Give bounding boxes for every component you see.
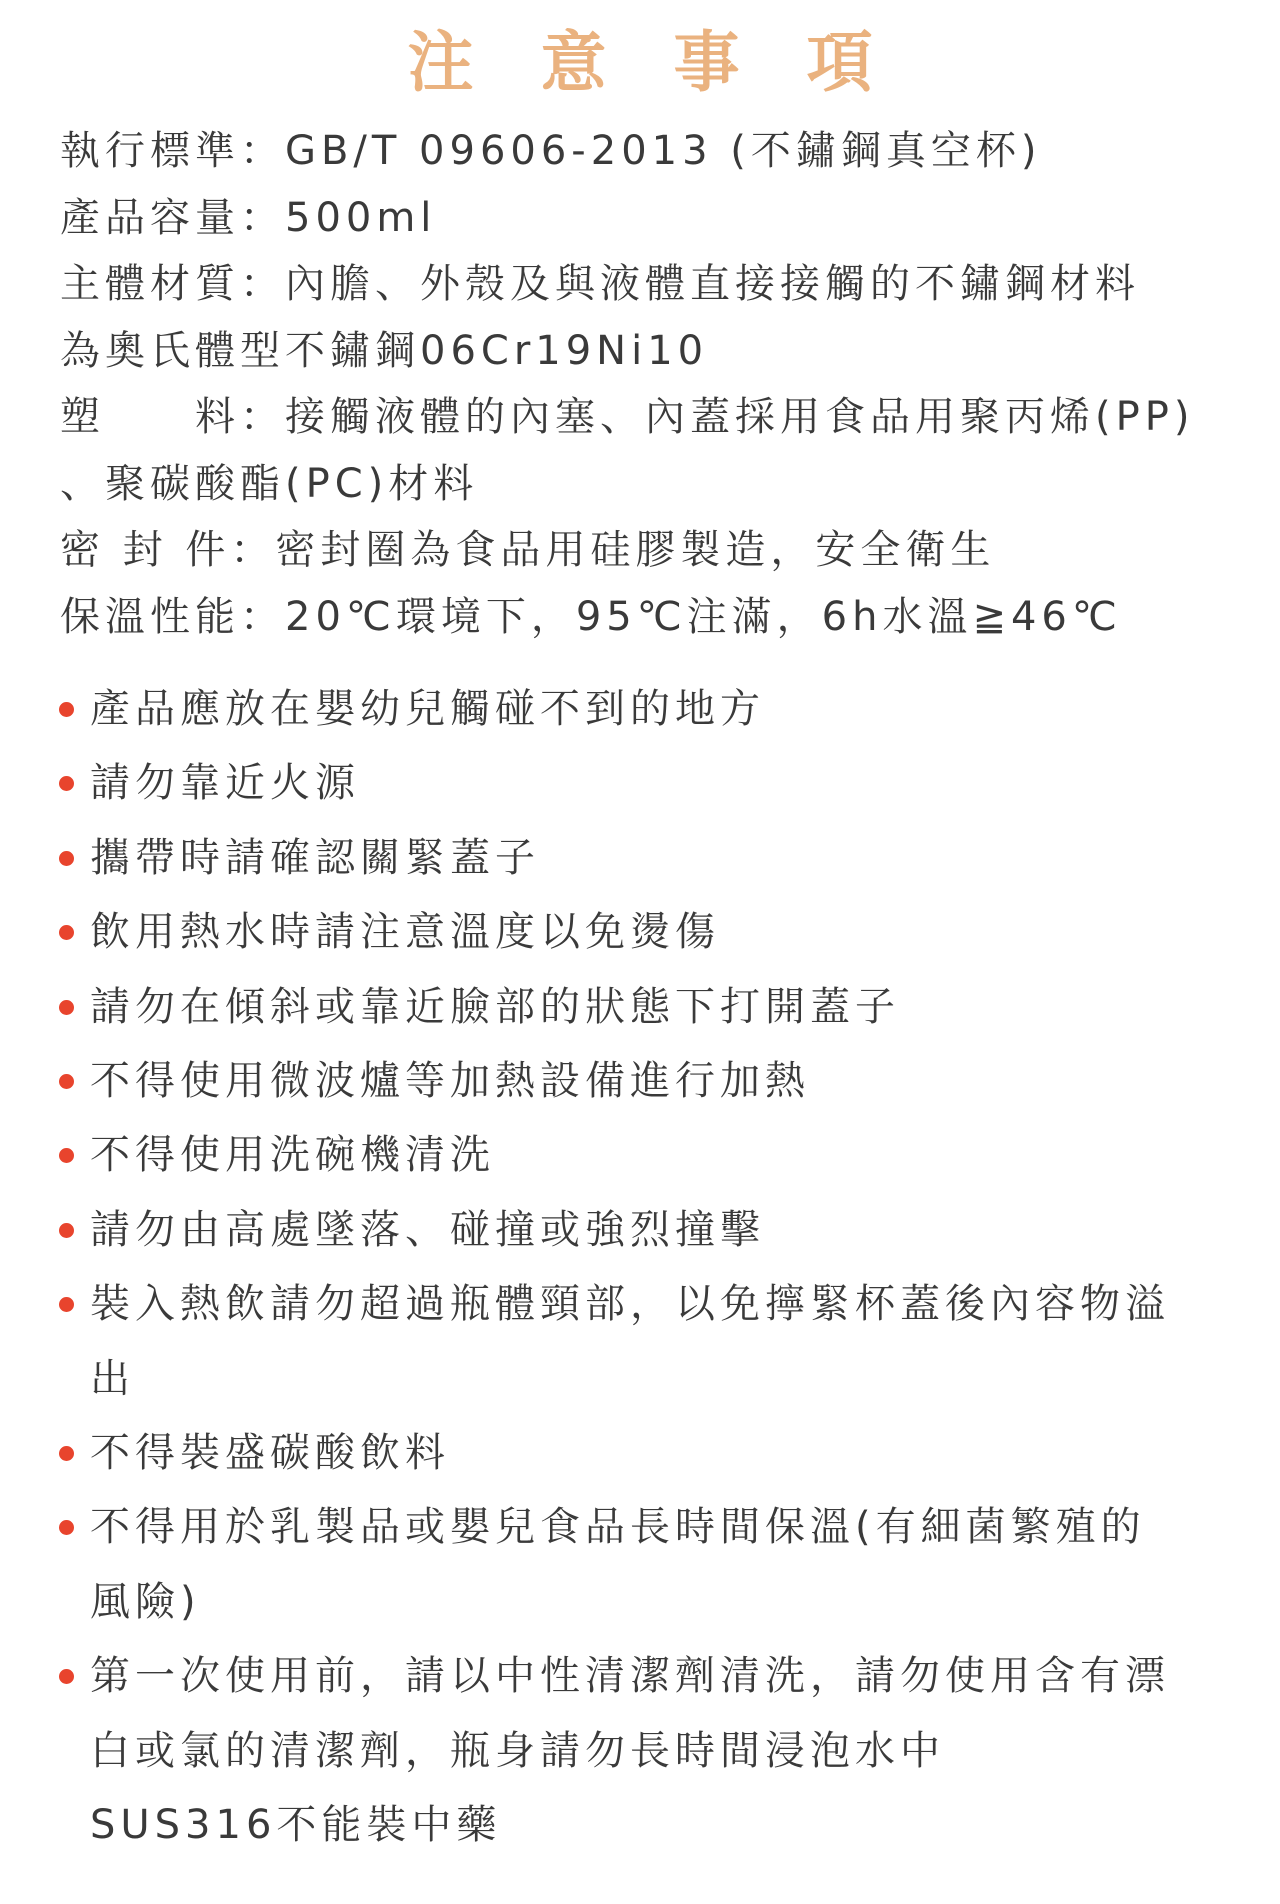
bullet-dot-icon [59, 1074, 74, 1089]
spec-line: 執行標準：GB/T 09606-2013 (不鏽鋼真空杯) [60, 128, 1042, 174]
caution-text: 請勿由高處墜落、碰撞或強烈撞擊 [90, 1206, 765, 1253]
caution-item [0, 1416, 1280, 1490]
caution-text: 請勿靠近火源 [90, 760, 360, 807]
spec-line: 密 封 件：密封圈為食品用硅膠製造，安全衛生 [60, 527, 996, 573]
caution-text: 不得裝盛碳酸飲料 [90, 1430, 450, 1477]
caution-list [0, 672, 1280, 1863]
caution-text: 不得用於乳製品或嬰兒食品長時間保溫(有細菌繁殖的風險) [90, 1504, 1146, 1625]
caution-item [0, 1044, 1280, 1118]
bullet-dot-icon [59, 1520, 74, 1535]
spec-line: 塑 料：接觸液體的內塞、內蓋採用食品用聚丙烯(PP) [60, 394, 1195, 440]
caution-item [0, 970, 1280, 1044]
bullet-dot-icon [59, 1669, 74, 1684]
bullet-dot-icon [59, 851, 74, 866]
caution-item [0, 1490, 1280, 1639]
bullet-dot-icon [59, 702, 74, 717]
caution-item [0, 1267, 1280, 1416]
caution-text: 請勿在傾斜或靠近臉部的狀態下打開蓋子 [90, 983, 900, 1030]
caution-item [0, 1193, 1280, 1267]
caution-text: 飲用熱水時請注意溫度以免燙傷 [90, 909, 720, 956]
bullet-dot-icon [59, 776, 74, 791]
bullet-dot-icon [59, 1297, 74, 1312]
caution-item [0, 821, 1280, 895]
caution-item [0, 672, 1280, 746]
caution-text: 攜帶時請確認關緊蓋子 [90, 834, 540, 881]
caution-text: 裝入熱飲請勿超過瓶體頸部，以免擰緊杯蓋後內容物溢出 [90, 1281, 1170, 1402]
caution-item [0, 746, 1280, 820]
caution-text: 第一次使用前，請以中性清潔劑清洗，請勿使用含有漂白或氯的清潔劑，瓶身請勿長時間浸泡水中 SUS316不能裝中藥 [90, 1653, 1170, 1849]
spec-line: 保溫性能：20℃環境下，95℃注滿，6h水溫≧46℃ [60, 593, 1122, 640]
caution-text: 不得使用洗碗機清洗 [90, 1132, 495, 1179]
spec-line: 、聚碳酸酯(PC)材料 [60, 460, 479, 507]
caution-text: 產品應放在嬰幼兒觸碰不到的地方 [90, 686, 765, 732]
spec-line: 主體材質：內膽、外殼及與液體直接接觸的不鏽鋼材料 [60, 261, 1140, 307]
spec-line: 為奧氏體型不鏽鋼06Cr19Ni10 [60, 327, 709, 374]
caution-item [0, 1639, 1280, 1862]
bullet-dot-icon [59, 1000, 74, 1015]
caution-item [0, 1118, 1280, 1192]
spec-list [60, 118, 1260, 650]
bullet-dot-icon [59, 1446, 74, 1461]
bullet-dot-icon [59, 925, 74, 940]
spec-line: 產品容量：500ml [60, 194, 437, 241]
caution-item [0, 895, 1280, 969]
bullet-dot-icon [59, 1223, 74, 1238]
bullet-dot-icon [59, 1148, 74, 1163]
page-title: 注 意 事 項 [407, 24, 895, 101]
caution-text: 不得使用微波爐等加熱設備進行加熱 [90, 1058, 810, 1105]
